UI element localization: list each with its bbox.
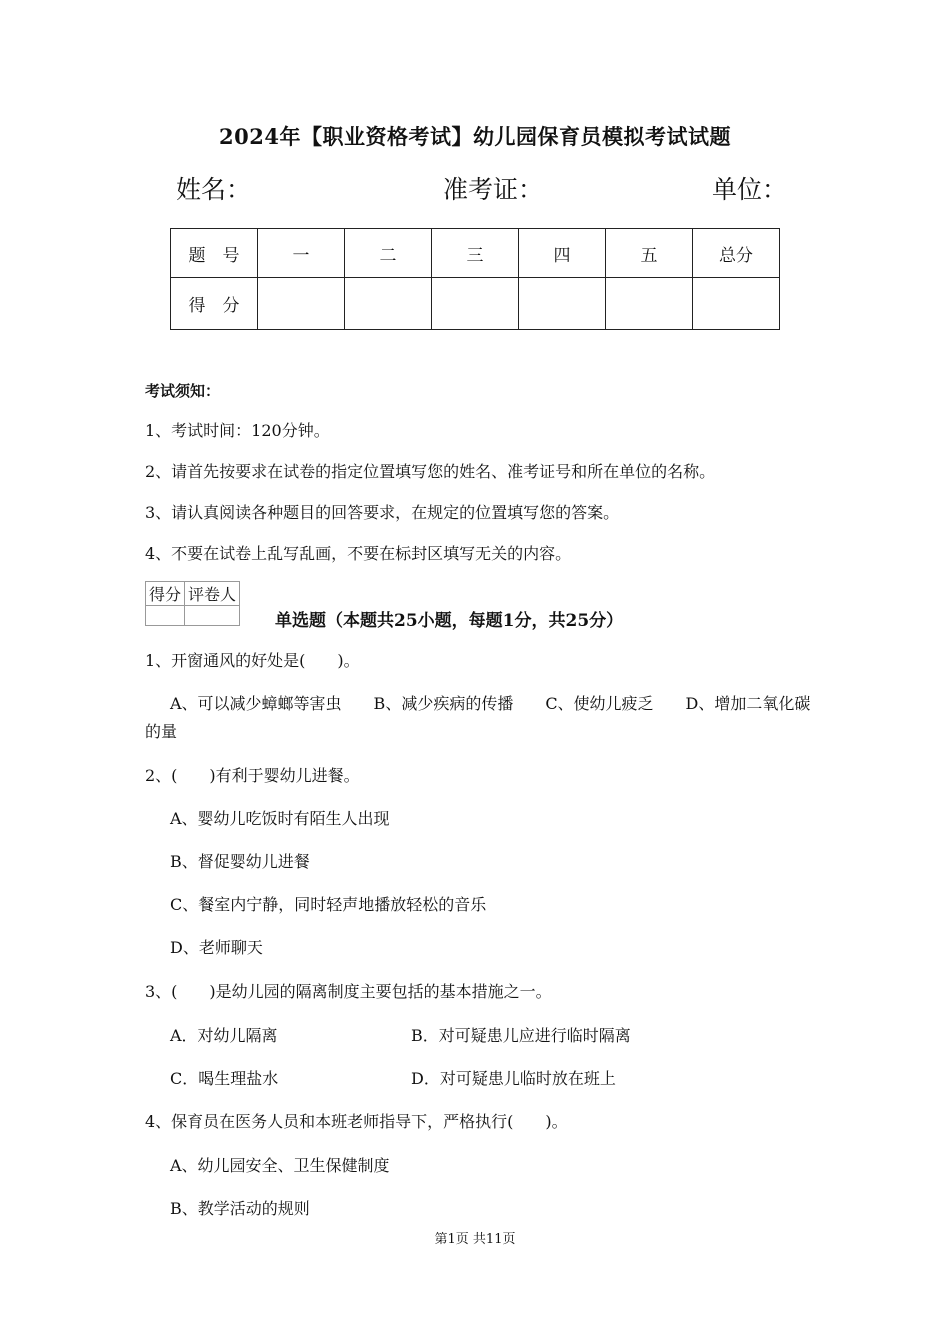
notice-item: 4、不要在试卷上乱写乱画，不要在标封区填写无关的内容。 [145,544,572,563]
score-table [170,228,780,330]
grader-score-label: 得分 [146,582,185,606]
question-option: B、督促婴幼儿进餐 [170,852,310,871]
score-cell[interactable] [693,278,780,330]
score-table-header-cell: 一 [258,229,345,278]
score-table-header-cell: 四 [519,229,606,278]
score-cell[interactable] [258,278,345,330]
score-table-header-cell: 五 [606,229,693,278]
question-stem: 1、开窗通风的好处是( )。 [145,651,360,670]
page-footer: 第1页 共11页 [434,1232,516,1247]
score-table-score-row [171,278,780,330]
grader-reviewer-cell[interactable] [185,606,240,626]
question-stem: 4、保育员在医务人员和本班老师指导下，严格执行( )。 [145,1112,568,1131]
score-cell[interactable] [519,278,606,330]
question-stem: 2、( )有利于婴幼儿进餐。 [145,766,360,785]
notice-heading: 考试须知： [145,382,221,400]
grader-score-cell[interactable] [146,606,185,626]
grader-reviewer-label: 评卷人 [185,582,240,606]
exam-id-field-label: 准考证： [443,175,544,204]
question-option: D．对可疑患儿临时放在班上 [411,1069,616,1088]
name-field-label: 姓名： [176,175,252,204]
question-options: A、可以减少蟑螂等害虫 B、减少疾病的传播 C、使幼儿疲乏 D、增加二氧化碳 [170,694,811,713]
score-row-label: 得 分 [171,278,258,330]
score-cell[interactable] [345,278,432,330]
notice-item: 2、请首先按要求在试卷的指定位置填写您的姓名、准考证号和所在单位的名称。 [145,462,716,481]
question-stem: 3、( )是幼儿园的隔离制度主要包括的基本措施之一。 [145,982,552,1001]
question-option: C、餐室内宁静，同时轻声地播放轻松的音乐 [170,895,487,914]
page-title: 2024年【职业资格考试】幼儿园保育员模拟考试试题 [219,124,731,149]
question-option: A、幼儿园安全、卫生保健制度 [170,1156,390,1175]
score-cell[interactable] [432,278,519,330]
score-table-header-cell: 三 [432,229,519,278]
section-title: 单选题（本题共25小题，每题1分，共25分） [275,611,624,631]
question-option: B．对可疑患儿应进行临时隔离 [411,1026,631,1045]
question-option: A．对幼儿隔离 [170,1026,278,1045]
score-cell[interactable] [606,278,693,330]
question-option: B、教学活动的规则 [170,1199,310,1218]
question-option: C．喝生理盐水 [170,1069,279,1088]
notice-item: 3、请认真阅读各种题目的回答要求，在规定的位置填写您的答案。 [145,503,620,522]
grader-box [145,581,240,626]
question-options-continued: 的量 [145,722,178,741]
question-option: A、婴幼儿吃饭时有陌生人出现 [170,809,390,828]
notice-item: 1、考试时间：120分钟。 [145,421,330,440]
unit-field-label: 单位： [712,175,788,204]
score-table-header-cell: 二 [345,229,432,278]
score-table-header-cell: 总分 [693,229,780,278]
question-option: D、老师聊天 [170,938,263,957]
score-table-header-row [171,229,780,278]
score-table-header-cell: 题 号 [171,229,258,278]
